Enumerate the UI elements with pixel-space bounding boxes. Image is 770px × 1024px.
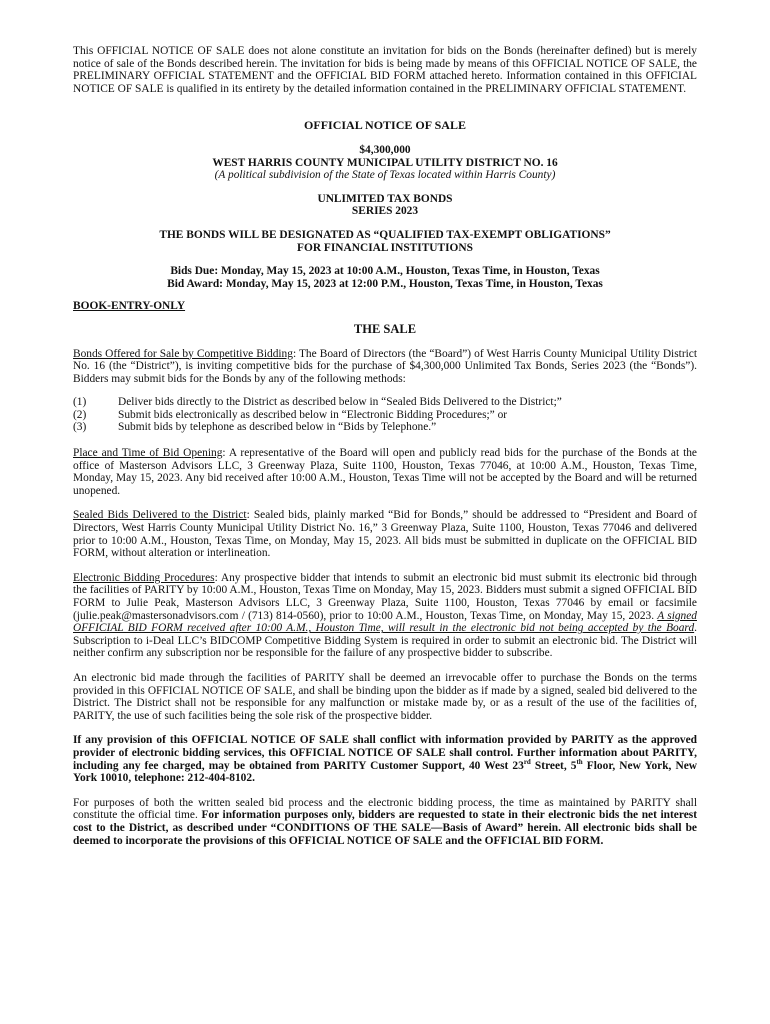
paragraph-text: : A representative of the Board will open and publicly read bids for the purchase of the Bonds at the office of Masterson Advisors LLC, 3 Greenway Plaza, Suite 1100, Houston, Texas 77046, at 10:00 A.M., Houston, Texas Time, Monday, May 15, 2023. Any bid received after 10:00 A.M., Houston, Texas Time will not be accepted by the Board and will be returned unopened. (73, 447, 697, 497)
paragraph-official-time (73, 797, 697, 847)
paragraph-emphasis: A signed OFFICIAL BID FORM received after 10:00 A.M., Houston Time, will result in the electronic bid not being accepted by the Board (73, 609, 697, 635)
book-entry-heading: BOOK-ENTRY-ONLY (73, 300, 186, 313)
list-item (73, 396, 697, 409)
designation-line-1: THE BONDS WILL BE DESIGNATED AS “QUALIFIED TAX-EXEMPT OBLIGATIONS” (159, 228, 611, 241)
list-item-text: Submit bids by telephone as described below in “Bids by Telephone.” (118, 421, 437, 434)
list-item-text: Submit bids electronically as described below in “Electronic Bidding Procedures;” or (118, 408, 508, 421)
issuer-name: WEST HARRIS COUNTY MUNICIPAL UTILITY DISTRICT NO. 16 (212, 156, 558, 169)
paragraph-irrevocable-offer: An electronic bid made through the facilities of PARITY shall be deemed an irrevocable offer to purchase the Bonds on the terms provided in this OFFICIAL NOTICE OF SALE, and shall be binding upon the bidder as if made by a signed, sealed bid delivered to the District. The District shall not be responsible for any malfunction or mistake made by, or as a result of the use of the facilities of, PARITY, the use of such facilities being the sole risk of the prospective bidder. (73, 671, 697, 722)
superscript: th (576, 757, 583, 766)
designation-block (73, 229, 697, 254)
bid-dates (73, 265, 697, 290)
designation-line-2: FOR FINANCIAL INSTITUTIONS (297, 241, 473, 254)
sale-heading: THE SALE (353, 321, 417, 336)
bond-type: UNLIMITED TAX BONDS (317, 192, 453, 205)
list-item-number: (3) (73, 421, 87, 434)
intro-paragraph: This OFFICIAL NOTICE OF SALE does not alone constitute an invitation for bids on the Bonds (hereinafter defined) but is merely notice of sale of the Bonds described herein. The invitation for bids is being made by means of this OFFICIAL NOTICE OF SALE, the PRELIMINARY OFFICIAL STATEMENT and the OFFICIAL BID FORM attached hereto. Information contained in this OFFICIAL NOTICE OF SALE is qualified in its entirety by the detailed information contained in the PRELIMINARY OFFICIAL STATEMENT. (73, 45, 697, 95)
paragraph-sealed-bids (73, 509, 697, 559)
superscript: rd (523, 757, 531, 766)
list-item-number: (2) (73, 408, 87, 421)
issuer-subtitle: (A political subdivision of the State of Texas located within Harris County) (214, 169, 556, 182)
paragraph-label: Electronic Bidding Procedures (73, 571, 215, 584)
paragraph-bid-opening (73, 447, 697, 497)
bond-amount: $4,300,000 (359, 143, 411, 156)
paragraph-label: Sealed Bids Delivered to the District (73, 509, 247, 522)
paragraph-text: Street, 5 (530, 759, 577, 772)
paragraph-text: Floor, New York, New York 10010, telephone: 212-404-8102. (73, 759, 697, 785)
paragraph-parity-conflict (73, 734, 697, 784)
paragraph-text: : Sealed bids, plainly marked “Bid for Bonds,” should be addressed to “President and Board of Directors, West Harris County Municipal Utility District No. 16,” 3 Greenway Plaza, Suite 1100, Houston, Texas 77046 and delivered prior to 10:00 A.M., Houston, Texas Time, on Monday, May 15, 2023. All bids must be submitted in duplicate on the OFFICIAL BID FORM, without alteration or interlineation. (73, 509, 697, 560)
notice-title: OFFICIAL NOTICE OF SALE (304, 118, 466, 133)
paragraph-tail: . Subscription to i-Deal LLC’s BIDCOMP Competitive Bidding System is required in order to submit an electronic bid. The District will neither confirm any subscription nor be responsible for the failure of any prospective bidder to subscribe. (73, 622, 697, 660)
list-item (73, 421, 697, 434)
bond-series: SERIES 2023 (351, 205, 419, 218)
issue-block (73, 144, 697, 182)
bid-methods-list (73, 396, 697, 434)
paragraph-label: Place and Time of Bid Opening (73, 447, 223, 460)
bids-due: Bids Due: Monday, May 15, 2023 at 10:00 A.M., Houston, Texas Time, in Houston, Texas (170, 265, 600, 278)
paragraph-text: If any provision of this OFFICIAL NOTICE OF SALE shall conflict with information provided by PARITY as the approved provider of electronic bidding services, this OFFICIAL NOTICE OF SALE shall control. Further information about PARITY, including any fee charged, may be obtained from PARITY Customer Support, 40 West 23 (73, 734, 697, 772)
bond-type-block (73, 193, 697, 218)
paragraph-electronic-bidding (73, 572, 697, 660)
list-item (73, 409, 697, 422)
bid-award: Bid Award: Monday, May 15, 2023 at 12:00 P.M., Houston, Texas Time, in Houston, Texas (167, 277, 603, 290)
paragraph-text: : Any prospective bidder that intends to submit an electronic bid must submit its electronic bid through the facilities of PARITY by 10:00 A.M., Houston, Texas Time on Monday, May 15, 2023. Bidders must submit a signed OFFICIAL BID FORM to Julie Peak, Masterson Advisors LLC, 3 Greenway Plaza, Suite 1100, Houston, Texas 77046 by email or facsimile (julie.peak@mastersonadvisors.com / (713) 814-0560), prior to 10:00 A.M., Houston, Texas Time, on Monday, May 15, 2023. (73, 571, 697, 622)
list-item-text: Deliver bids directly to the District as described below in “Sealed Bids Delivered to the District;” (118, 396, 562, 409)
paragraph-label: Bonds Offered for Sale by Competitive Bidding (73, 347, 293, 360)
list-item-number: (1) (73, 396, 87, 409)
paragraph-text: For purposes of both the written sealed bid process and the electronic bidding process, the time as maintained by PARITY shall constitute the official time. (73, 796, 697, 822)
paragraph-bonds-offered (73, 348, 697, 386)
paragraph-text: : The Board of Directors (the “Board”) of West Harris County Municipal Utility District No. 16 (the “District”), is inviting competitive bids for the purchase of $4,300,000 Unlimited Tax Bonds, Series 2023 (the “Bonds”). Bidders may submit bids for the Bonds by any of the following methods: (73, 347, 697, 385)
paragraph-bold-text: For information purposes only, bidders are requested to state in their electronic bids the net interest cost to the District, as described under “CONDITIONS OF THE SALE—Basis of Award” herein. All electronic bids shall be deemed to incorporate the provisions of this OFFICIAL NOTICE OF SALE and the OFFICIAL BID FORM. (73, 809, 697, 847)
